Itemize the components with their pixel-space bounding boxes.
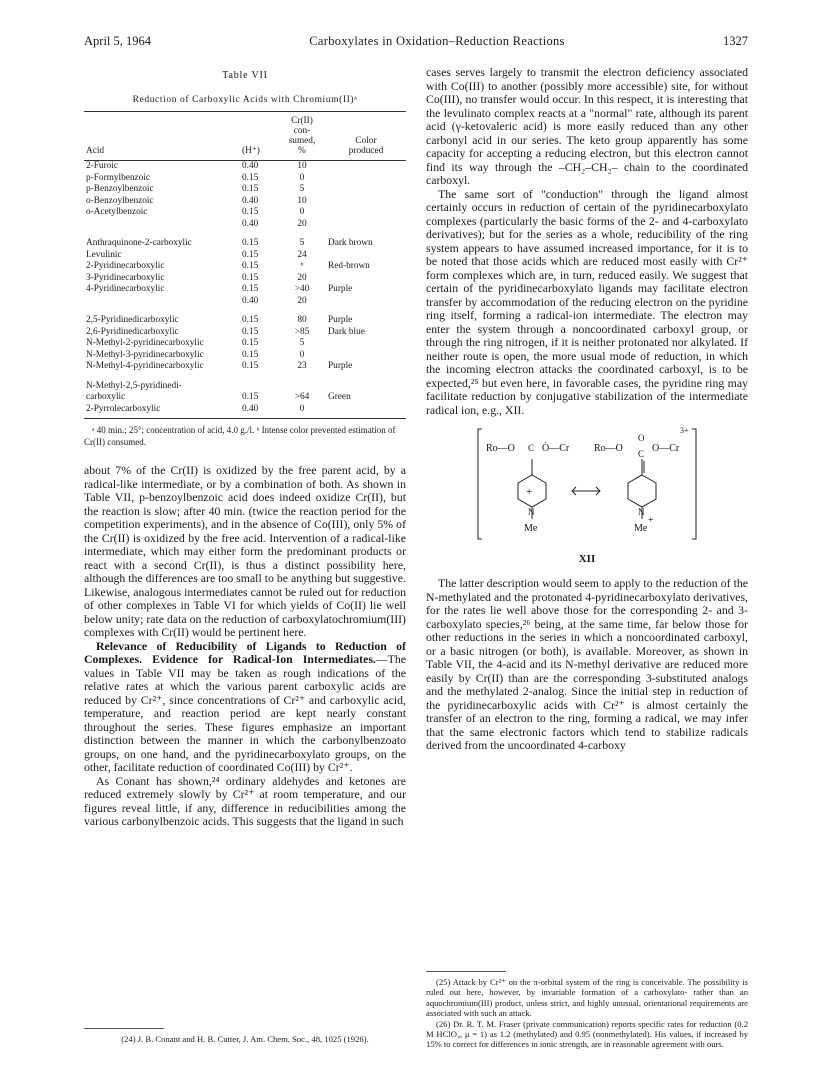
right-column [426,66,748,753]
cell-color [326,373,406,393]
col-cr-header: Cr(II) con- sumed, % [278,112,326,161]
structure-xii [476,427,698,551]
footnote-rule-right [426,971,506,972]
cell-pct: 5 [299,338,305,348]
table-row [84,338,406,350]
cell-pct: 20 [297,272,307,283]
table-row [84,196,406,208]
svg-text:O: O [638,433,645,443]
cell-color: Purple [328,315,353,325]
table-row [84,184,406,196]
cell-h: 0.40 [242,195,259,206]
table-footnote: ᵃ 40 min.; 25°; concentration of acid, 4.0 g./l. ᵇ Intense color prevented estimation of Cr(II) consumed. [84,425,396,447]
col-acid-header: Acid [84,112,240,161]
cell-h: 0.15 [242,326,259,337]
footnote-24: (24) J. B. Conant and H. B. Cutter, J. Am. Chem. Soc., 48, 1025 (1926). [121,1034,369,1044]
cell-acid: Levulinic [86,249,122,260]
cell-h: 0.15 [242,238,259,248]
right-paragraph-2: The same sort of "conduction" through the ligand almost certainly occurs in reduction of certain of the pyridinecarboxylato complexes (particularly the basic forms of the 2- and 4-carboxylato derivatives); but for the series as a whole, reducibility of the ring system appears to have assumed increased importance, for it is to be noted that those acids which are reduced most easily with Cr²⁺ form complexes which are, in turn, reduced easily. We suggest that certain of the pyridinecarboxylato ligands may facilitate electron transfer by accommodation of the reducing electron on the pyridine ring itself, forming a radical-ion intermediate. The electron may enter the system through a noncoordinated carboxyl group, or through the ring nitrogen, if it is neither protonated nor alkylated. If neither route is open, the more usual mode of reduction, in which the incoming electron attacks the coordinated carboxyl, is to be expected,²⁵ but even here, in favorable cases, the pyridine ring may facilitate reduction by conjugative stabilization of the intermediate radical ion, e.g., XII. [426,186,748,417]
cell-acid: 2,6-Pyridinedicarboxylic [86,326,179,337]
cell-acid [84,219,240,231]
footnotes-right [426,977,748,1050]
cell-acid [84,296,240,308]
cell-h: 0.15 [242,284,259,294]
cell-h: 0.15 [242,184,259,194]
svg-text:N: N [638,507,645,517]
cell-pct: 20 [297,218,307,229]
cell-color: Purple [328,284,353,294]
cell-pct: 0 [299,172,305,183]
cell-color [326,207,406,219]
cell-pct: 24 [297,249,307,260]
struct-left-ro-o: Ro—O [486,443,515,454]
cell-acid: N-Methyl-2,5-pyridinedi- [86,380,182,391]
cell-pct: 10 [297,195,307,206]
cell-pct: 5 [299,238,305,248]
structure-label: XII [578,553,596,565]
cell-pct [278,373,326,393]
cell-acid: 3-Pyridinecarboxylic [86,272,165,283]
table-row [84,350,406,362]
struct-charge: 3+ [680,427,689,435]
svg-text:+: + [526,486,533,498]
table-caption: Reduction of Carboxylic Acids with Chromium(II)ᵃ [132,95,358,105]
header-date: April 5, 1964 [84,34,152,48]
table-row [84,392,406,404]
cell-acid: N-Methyl-2-pyridinecarboxylic [86,338,204,348]
cell-pct: 0 [299,207,305,217]
footnote-rule-left [84,1028,164,1029]
table-row [84,230,406,250]
left-paragraph-3: As Conant has shown,²⁴ ordinary aldehydes and ketones are reduced extremely slowly by Cr²⁺ at room temperature, and our figures reveal little, if any, difference in reducibilities among the various carbonylbenzoic acids. This suggests that the ligand in such [84,773,406,828]
cell-acid: N-Methyl-3-pyridinecarboxylic [86,349,204,360]
cell-h: 0.15 [242,172,259,183]
table-row [84,161,406,173]
struct-right-ro-o: Ro—O [594,443,623,454]
cell-h: 0.40 [242,295,259,306]
cell-h: 0.15 [242,392,259,402]
svg-text:+: + [648,515,654,526]
cell-h [240,373,278,393]
cell-color [326,196,406,208]
cell-pct: 0 [299,349,305,360]
cell-h: 0.15 [242,315,259,325]
table-row [84,261,406,273]
cell-color [326,338,406,350]
cell-acid: carboxylic [86,392,126,402]
cell-color [326,404,406,419]
cell-h: 0.15 [242,249,259,260]
cell-acid: o-Benzoylbenzoic [86,195,154,206]
cell-h: 0.15 [242,338,259,348]
cell-acid: 4-Pyridinecarboxylic [86,284,165,294]
cell-color [326,273,406,285]
table-row [84,404,406,419]
cell-pct: >64 [294,392,310,402]
cell-acid: 2-Pyridinecarboxylic [86,261,165,271]
right-paragraph-1: cases serves largely to transmit the electron deficiency associated with Co(III) to another (possibly more accessible) site, for without Co(III), no transfer would occur. In this respect, it is interesting that the levulinato complex reacts at a "normal" rate, although its parent acid (γ-ketovaleric acid) is more easily reduced than any other carbonyl acid in our series. The keto group apparently has some capacity for accepting a reducing electron, but this electron cannot find its way through the –CH₂–CH₂– chain to the coordinated carboxyl. [426,65,748,187]
left-paragraph-1: about 7% of the Cr(II) is oxidized by the free parent acid, by a radical-like intermediate, or by a combination of both. As shown in Table VII, p-benzoylbenzoic acid does indeed oxidize Cr(II), but the reaction is slow; after 40 min. (twice the reaction period for the competition experiments), and in the absence of Co(III), only 5% of the Cr(II) is oxidized by the free acid. Intervention of a radical-like intermediate, which may either form the predominant products or react with a second Cr(II), is thus a distinct possibility here, although the differences are too small to be anything but suggestive. Likewise, analogous intermediates cannot be ruled out for reduction of other complexes in Table VI for which yields of Co(II) lie well below unity; rate data on the reduction of carboxylatochromium(III) complexes with Cr(II) would be pertinent here. [84,463,406,639]
section-heading: Relevance of Reducibility of Ligands to Reduction of Complexes. Evidence for Radical-Ion Intermediates. [84,638,406,666]
left-column [84,66,406,829]
cell-pct: >85 [294,326,310,337]
running-title: Carboxylates in Oxidation–Reduction Reactions [309,34,565,48]
cell-pct: 20 [297,295,307,306]
cell-acid: Anthraquinone-2-carboxylic [86,238,192,248]
cell-acid: p-Formylbenzoic [86,172,151,183]
struct-right-me: Me [634,523,648,534]
page-number: 1327 [722,34,748,48]
cell-color [326,250,406,262]
table-row [84,327,406,339]
cell-acid: o-Acetylbenzoic [86,207,148,217]
cell-color: Red-brown [328,261,370,271]
cell-color: Dark blue [328,326,365,337]
cell-color [326,184,406,196]
table-vii [84,111,406,419]
cell-h: 0.40 [240,404,278,419]
cell-h: 0.40 [242,218,259,229]
table-row [84,307,406,327]
cell-pct: >40 [294,284,310,294]
table-row [84,296,406,308]
table-row [84,373,406,393]
struct-left-me: Me [524,523,538,534]
struct-left-o-cr: Ȯ—Cr [542,443,570,454]
cell-pct: 0 [278,404,326,419]
cell-color [326,219,406,231]
right-paragraph-3: The latter description would seem to apply to the reduction of the N-methylated and the protonated 4-pyridinecarboxylato derivatives, for the rates lie well above those for the corresponding 2- and 3-carboxylato species,²⁶ being, at the same time, far below those for other reductions in the series in which a noncoordinated carboxyl, or a basic nitrogen (or both), is available. Moreover, as shown in Table VII, the 4-acid and its N-methyl derivative are reduced more easily by Cr(II) than are the corresponding 3-substituted analogs and the methylated 2-analog. Since the initial step in reduction of the pyridinecarboxylic acids with Cr²⁺ is almost certainly the transfer of an electron to the ring, forming a radical, we may infer that the same electronic factors which tend to stabilize radicals derived from the uncoordinated 4-carboxy [426,576,748,752]
struct-right-o-cr: O—Cr [652,443,680,454]
col-color-header: Color produced [326,112,406,161]
cell-color [326,296,406,308]
table-row [84,173,406,185]
cell-pct: 23 [297,361,307,371]
col-h-header: (H⁺) [240,112,278,161]
cell-h: 0.15 [242,207,259,217]
left-paragraph-2: Relevance of Reducibility of Ligands to Reduction of Complexes. Evidence for Radical-Ion Intermediates.—The values in Table VII may be taken as rough indications of the relative rates at which the various parent carboxylic acids are reduced by Cr²⁺, since concentrations of Cr²⁺ and carboxylic acid, temperature, and reaction period are kept nearly constant throughout the series. These figures emphasize an important distinction between the manner in which the carbonylbenzoato groups, on one hand, and the pyridinecarboxylato groups, on the other, facilitate reduction of coordinated Co(III) by Cr²⁺. [84,638,406,774]
cell-h: 0.15 [242,361,259,371]
svg-text:C: C [638,449,645,459]
footnote-25: (25) Attack by Cr²⁺ on the π-orbital system of the ring is conceivable. The possibility is ruled out here, however, by invariable formation of a carboxylato- rather than an aquochromium(III) product, unless strict, and highly unusual, orientational requirements are associated with such an attack. [426,977,748,1019]
cell-h: 0.40 [242,161,259,171]
page-header [84,34,748,49]
cell-acid: 2-Pyrrolecarboxylic [84,404,240,419]
cell-h: 0.15 [242,261,259,271]
cell-color: Purple [328,361,353,371]
cell-color: Green [328,392,351,402]
cell-acid: N-Methyl-4-pyridinecarboxylic [86,361,204,371]
cell-color: Dark brown [328,238,373,248]
table-title: Table VII [222,70,268,81]
svg-text:C: C [528,443,535,453]
cell-pct: 80 [297,315,307,325]
cell-h: 0.15 [242,349,259,360]
cell-pct: 5 [299,184,305,194]
table-row [84,207,406,219]
table-row [84,361,406,373]
cell-color [326,173,406,185]
footnote-26: (26) Dr. R. T. M. Fraser (private communication) reports specific rates for reduction (0.2 M HClO₄, μ = 1) as 1.2 (methylated) and 0.95 (nonmethylated). His values, if increased by 15% to correct for differences in ionic strength, are in reasonable agreement with ours. [426,1018,748,1050]
cell-acid: 2,5-Pyridinedicarboxylic [86,315,179,325]
cell-acid: 2-Furoic [86,161,119,171]
cell-h: 0.15 [242,272,259,283]
cell-color [326,161,406,173]
table-row [84,250,406,262]
table-row [84,273,406,285]
table-row [84,284,406,296]
table-row [84,219,406,231]
cell-color [326,350,406,362]
cell-pct: 10 [297,161,307,171]
svg-text:N: N [528,507,535,517]
cell-pct: ᵇ [300,261,304,271]
cell-acid: p-Benzoylbenzoic [86,184,154,194]
